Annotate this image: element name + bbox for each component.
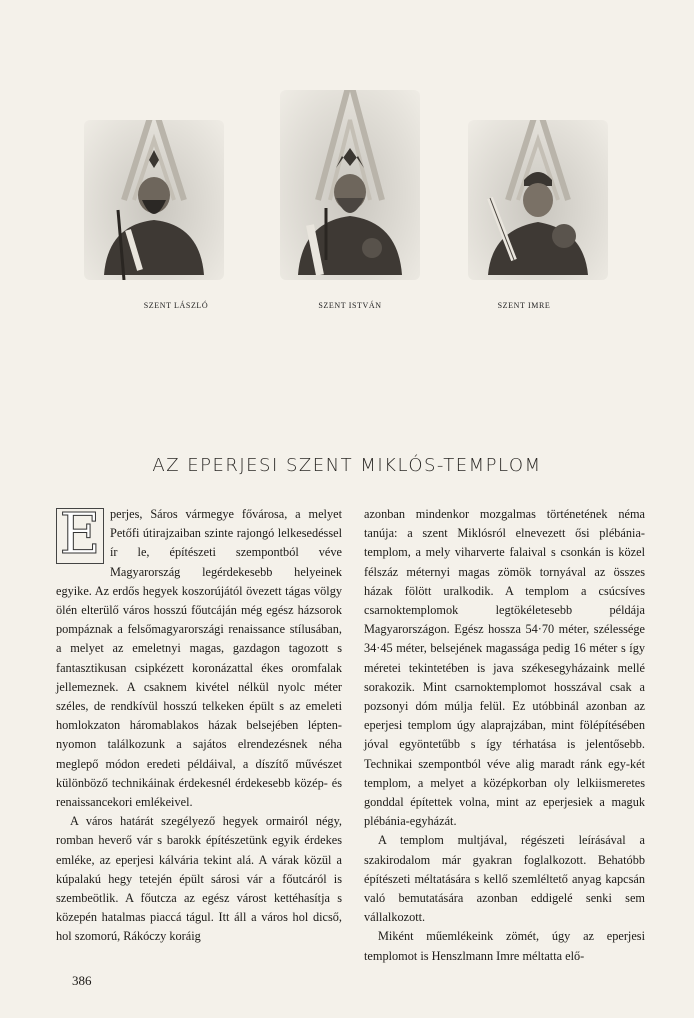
king-bust-icon (280, 90, 420, 280)
page-number: 386 (72, 973, 92, 988)
figure-szent-imre (468, 120, 608, 280)
caption-szent-imre: SZENT IMRE (497, 301, 551, 310)
paragraph: Miként műemlékeink zömét, úgy az eperjesi templomot is Henszlmann Imre méltatta elő- (364, 929, 645, 963)
caption-szent-istvan: SZENT ISTVÁN (318, 301, 382, 310)
portrait-frame (468, 120, 608, 280)
column-left (56, 502, 342, 947)
prince-bust-icon (468, 120, 608, 280)
paragraph (56, 502, 342, 812)
paragraph-text: perjes, Sáros vármegye fővárosa, a melyet Petőfi útirajzaiban szinte rajongó lelkesedéssel ír le, építészeti szempontból véve Magyarország legérdekesebb helyeinek egyike. Az erdős hegyek koszorújától övezett tágas völgy ölén elterülő város hosszú főutcáján még egész házsorok pompáznak a felsőmagyarországi renaissance stílusában, a melyet az emeletnyi magas, gazdagon tagozott s fantasztikusan csipkézett koronázattal ékes oromfalak jellemeznek. A csaknem kivétel nélkül nyolc méter széles, de rendkívül hosszú telkeken épült s az emeleti homlokzaton háromablakos házak belsejében lépten-nyomon találkozunk a sajátos elrendezésnek néha meglepő módon eredeti példáival, a díszítő művészet különböző technikáinak érdekesnél érdekesebb közép- és renaissancekori emlékeivel. (56, 507, 342, 810)
paragraph: A templom multjával, régészeti leírásával a szakirodalom már gyakran foglalkozott. Behatóbb építészeti méltatására s kellő szemléltető anyag kapcsán való bemutatására azonban eddigelé senki sem vállalkozott. (364, 833, 645, 925)
drop-cap-letter: E (59, 502, 101, 567)
portrait-frame (84, 120, 224, 280)
figure-szent-laszlo (84, 120, 224, 280)
paragraph: azonban mindenkor mozgalmas történetének néma tanúja: a szent Miklósról elnevezett ősi plébánia-templom, a mely viharverte falaival s csonkán is közel félszáz méternyi magas zömök tornyával az összes házak fölött uralkodik. A templom a csúcsíves csarnoktemplomok legtökéletesebb példája Magyarországon. Egész hossza 54·70 méter, szélessége 34·45 méter, belsejének magassága pedig 16 méter s így méretei tekintetében is java székesegyházaink mellé sorakozik. Mint csarnoktemplomot hosszával csak a pozsonyi dóm múlja felül. Ez utóbbinál azonban az eperjesi templom úgy alaprajzában, mint fölépítésében jóval egyöntetűbb s így térhatása is jelentősebb. Technikai szempontból véve alig maradt ránk egy-két templom, a melyet a középkorban oly lelkiismeretes gonddal építettek volna, mint az eperjesiek a maguk plébánia-egyházát. (364, 507, 645, 829)
caption-szent-laszlo: SZENT LÁSZLÓ (143, 301, 209, 310)
column-right (364, 505, 645, 966)
paragraph: A város határát szegélyező hegyek ormairól négy, romban heverő vár s barokk építészetünk egyik érdekes emléke, az eperjesi kálvária tekint alá. A várak közül a kúpalakú hegy tetején épült sárosi vár a főutcáról is szembeötlik. A főutcza az egész várost kettéhasítja s közepén hatalmas piaccá tágul. Itt áll a város hol dicső, hol szomorú, Rákóczy koráig (56, 814, 342, 944)
portrait-frame (280, 90, 420, 280)
drop-cap (56, 502, 104, 567)
figure-szent-istvan (280, 90, 420, 280)
king-bust-icon (84, 120, 224, 280)
article-title: AZ EPERJESI SZENT MIKLÓS-TEMPLOM (152, 455, 542, 476)
